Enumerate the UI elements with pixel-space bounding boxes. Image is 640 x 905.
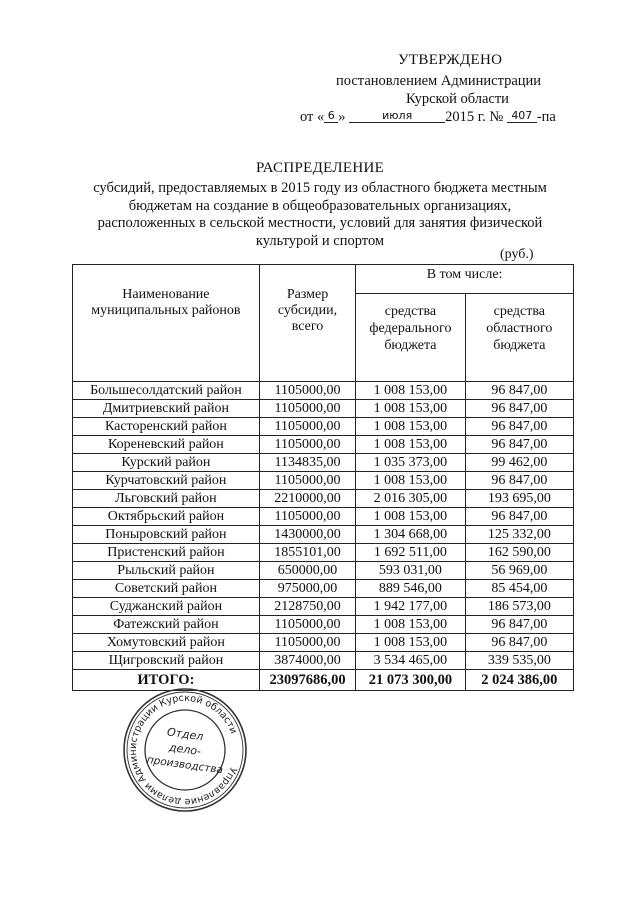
currency-unit: (руб.) (500, 247, 534, 262)
subsidy-total-cell: 1430000,00 (259, 526, 355, 544)
regional-amount-cell: 96 847,00 (465, 418, 573, 436)
date-year: 2015 г. № (445, 109, 504, 125)
federal-amount-cell: 1 942 177,00 (356, 598, 465, 616)
regional-amount-cell: 99 462,00 (465, 454, 573, 472)
table-row (73, 490, 574, 508)
table-row (73, 634, 574, 652)
table-body (73, 382, 574, 691)
district-name-cell: Фатежский район (73, 616, 260, 634)
federal-amount-cell: 1 008 153,00 (356, 436, 465, 454)
stamp-ring-text: Управление делами Администрации Курской области (127, 692, 239, 808)
decree-line: постановлением Администрации (336, 73, 542, 89)
stamp-seal (121, 686, 249, 814)
regional-amount-cell: 96 847,00 (465, 634, 573, 652)
regional-amount-cell: 56 969,00 (465, 562, 573, 580)
regional-amount-cell: 96 847,00 (465, 382, 573, 400)
district-name-cell: Хомутовский район (73, 634, 260, 652)
header-including: В том числе: (356, 265, 574, 294)
table-row (73, 652, 574, 670)
district-name-cell: Кореневский район (73, 436, 260, 454)
header-regional-budget: средства областного бюджета (465, 294, 573, 382)
regional-amount-cell: 125 332,00 (465, 526, 573, 544)
table-row (73, 598, 574, 616)
table-row (73, 382, 574, 400)
stamp-center-line-2: дело- (168, 740, 202, 759)
district-name-cell: Большесолдатский район (73, 382, 260, 400)
district-name-cell: Суджанский район (73, 598, 260, 616)
total-regional-amount-cell: 2 024 386,00 (465, 670, 573, 691)
table-row (73, 454, 574, 472)
table-row (73, 544, 574, 562)
district-name-cell: Льговский район (73, 490, 260, 508)
district-name-cell: Дмитриевский район (73, 400, 260, 418)
subsidy-total-cell: 975000,00 (259, 580, 355, 598)
federal-amount-cell: 1 008 153,00 (356, 400, 465, 418)
district-name-cell: Рыльский район (73, 562, 260, 580)
federal-amount-cell: 889 546,00 (356, 580, 465, 598)
subsidy-total-cell: 650000,00 (259, 562, 355, 580)
subsidy-total-cell: 2210000,00 (259, 490, 355, 508)
subsidy-total-cell: 1105000,00 (259, 472, 355, 490)
stamp-center-line-3: производства (146, 753, 224, 777)
stamp-center-line-1: Отдел (166, 725, 205, 744)
subsidy-total-cell: 3874000,00 (259, 652, 355, 670)
district-name-cell: Щигровский район (73, 652, 260, 670)
federal-amount-cell: 2 016 305,00 (356, 490, 465, 508)
table-row (73, 508, 574, 526)
total-subsidy-total-cell: 23097686,00 (259, 670, 355, 691)
regional-amount-cell: 96 847,00 (465, 436, 573, 454)
document-subtitle: субсидий, предоставляемых в 2015 году из областного бюджета местным бюджетам на создание в общеобразовательных организациях, расположенных в сельской местности, условий для занятия физической культурой и спортом (93, 180, 547, 249)
federal-amount-cell: 1 035 373,00 (356, 454, 465, 472)
table-row (73, 526, 574, 544)
subsidy-total-cell: 1105000,00 (259, 382, 355, 400)
district-name-cell: Касторенский район (73, 418, 260, 436)
subsidy-total-cell: 1105000,00 (259, 634, 355, 652)
regional-amount-cell: 193 695,00 (465, 490, 573, 508)
district-name-cell: Курский район (73, 454, 260, 472)
district-name-cell: Советский район (73, 580, 260, 598)
subsidy-total-cell: 1105000,00 (259, 508, 355, 526)
table-row (73, 418, 574, 436)
table-row (73, 580, 574, 598)
decree-number: 407 (507, 110, 537, 123)
federal-amount-cell: 3 534 465,00 (356, 652, 465, 670)
total-district-name-cell: ИТОГО: (73, 670, 260, 691)
district-name-cell: Курчатовский район (73, 472, 260, 490)
total-federal-amount-cell: 21 073 300,00 (356, 670, 465, 691)
date-prefix: от « (300, 109, 325, 125)
header-district-name: Наименование муниципальных районов (73, 265, 260, 382)
regional-amount-cell: 96 847,00 (465, 400, 573, 418)
regional-amount-cell: 339 535,00 (465, 652, 573, 670)
date-line (300, 109, 556, 126)
subsidy-total-cell: 1105000,00 (259, 400, 355, 418)
table-row (73, 616, 574, 634)
federal-amount-cell: 1 008 153,00 (356, 418, 465, 436)
regional-amount-cell: 162 590,00 (465, 544, 573, 562)
federal-amount-cell: 1 304 668,00 (356, 526, 465, 544)
regional-amount-cell: 96 847,00 (465, 508, 573, 526)
table-row (73, 562, 574, 580)
table-row (73, 400, 574, 418)
date-day-close: » (338, 109, 346, 125)
federal-amount-cell: 1 008 153,00 (356, 634, 465, 652)
subsidy-total-cell: 1105000,00 (259, 436, 355, 454)
subsidy-table (72, 264, 574, 691)
table-header-row (73, 265, 574, 294)
regional-amount-cell: 96 847,00 (465, 616, 573, 634)
document-title: РАСПРЕДЕЛЕНИЕ (255, 160, 385, 176)
subsidy-total-cell: 2128750,00 (259, 598, 355, 616)
regional-amount-cell: 96 847,00 (465, 472, 573, 490)
header-federal-budget: средства федерального бюджета (356, 294, 465, 382)
federal-amount-cell: 1 008 153,00 (356, 472, 465, 490)
regional-amount-cell: 186 573,00 (465, 598, 573, 616)
header-subsidy-size: Размер субсидии, всего (259, 265, 355, 382)
district-name-cell: Пристенский район (73, 544, 260, 562)
region-line: Курской области (406, 91, 509, 107)
subsidy-total-cell: 1134835,00 (259, 454, 355, 472)
federal-amount-cell: 593 031,00 (356, 562, 465, 580)
table-row (73, 472, 574, 490)
district-name-cell: Октябрьский район (73, 508, 260, 526)
federal-amount-cell: 1 008 153,00 (356, 508, 465, 526)
regional-amount-cell: 85 454,00 (465, 580, 573, 598)
subsidy-total-cell: 1855101,00 (259, 544, 355, 562)
decree-number-suffix: -па (536, 109, 556, 125)
date-day: 6 (324, 110, 338, 123)
district-name-cell: Поныровский район (73, 526, 260, 544)
subsidy-total-cell: 1105000,00 (259, 418, 355, 436)
federal-amount-cell: 1 008 153,00 (356, 616, 465, 634)
date-month: июля (349, 110, 445, 123)
federal-amount-cell: 1 692 511,00 (356, 544, 465, 562)
subsidy-total-cell: 1105000,00 (259, 616, 355, 634)
table-row (73, 436, 574, 454)
federal-amount-cell: 1 008 153,00 (356, 382, 465, 400)
approved-heading: УТВЕРЖДЕНО (398, 52, 503, 68)
